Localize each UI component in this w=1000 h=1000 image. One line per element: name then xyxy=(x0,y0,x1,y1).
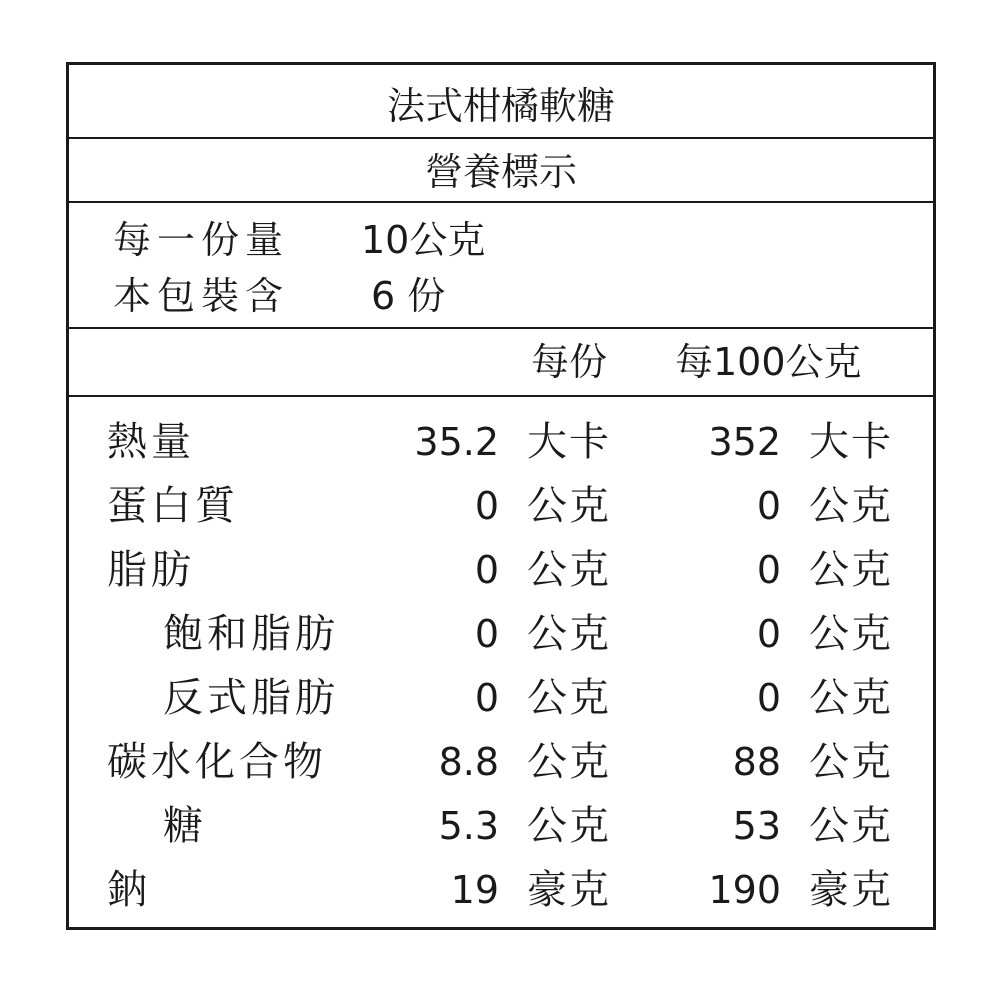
per-serving-value: 0 xyxy=(474,548,499,592)
per-serving-unit: 公克 xyxy=(527,547,611,593)
column-header-per-100g: 每100公克 xyxy=(675,340,862,384)
product-title: 法式柑橘軟糖 xyxy=(386,84,615,128)
per-100g-value: 53 xyxy=(732,804,781,848)
per-serving-value: 0 xyxy=(474,676,499,720)
table-row xyxy=(69,539,933,601)
per-100g-unit: 公克 xyxy=(809,547,893,593)
per-serving-unit: 大卡 xyxy=(527,419,611,465)
per-100g-unit: 公克 xyxy=(809,611,893,657)
nutrient-name: 反式脂肪 xyxy=(163,675,339,721)
servings-count-value: 6 份 xyxy=(371,274,446,318)
per-serving-value: 35.2 xyxy=(414,420,499,464)
per-serving-value: 5.3 xyxy=(438,804,499,848)
divider xyxy=(69,327,933,329)
per-serving-value: 0 xyxy=(474,612,499,656)
nutrient-name: 鈉 xyxy=(107,867,151,913)
table-row xyxy=(69,667,933,729)
column-header-per-serving: 每份 xyxy=(531,340,608,384)
divider xyxy=(69,201,933,203)
divider xyxy=(69,137,933,139)
per-serving-unit: 公克 xyxy=(527,483,611,529)
per-serving-value: 0 xyxy=(474,484,499,528)
per-serving-unit: 豪克 xyxy=(527,867,611,913)
per-100g-value: 190 xyxy=(708,868,781,912)
nutrient-name: 碳水化合物 xyxy=(107,739,327,785)
per-serving-unit: 公克 xyxy=(527,803,611,849)
table-row xyxy=(69,603,933,665)
per-100g-unit: 公克 xyxy=(809,483,893,529)
per-serving-unit: 公克 xyxy=(527,675,611,721)
servings-count-label: 本包裝含 xyxy=(113,274,290,318)
table-row xyxy=(69,411,933,473)
table-row xyxy=(69,731,933,793)
per-100g-value: 0 xyxy=(756,676,781,720)
per-serving-unit: 公克 xyxy=(527,611,611,657)
per-100g-unit: 公克 xyxy=(809,803,893,849)
nutrient-name: 糖 xyxy=(163,803,207,849)
per-100g-value: 0 xyxy=(756,484,781,528)
divider xyxy=(69,395,933,397)
nutrient-name: 飽和脂肪 xyxy=(163,611,339,657)
per-100g-value: 0 xyxy=(756,612,781,656)
nutrient-name: 蛋白質 xyxy=(107,483,239,529)
nutrient-name: 熱量 xyxy=(107,419,195,465)
per-100g-unit: 公克 xyxy=(809,739,893,785)
table-row xyxy=(69,475,933,537)
per-100g-unit: 豪克 xyxy=(809,867,893,913)
table-row xyxy=(69,859,933,921)
per-100g-unit: 大卡 xyxy=(809,419,893,465)
serving-size-value: 10公克 xyxy=(361,218,486,262)
serving-size-label: 每一份量 xyxy=(113,218,290,262)
per-100g-value: 88 xyxy=(732,740,781,784)
per-serving-unit: 公克 xyxy=(527,739,611,785)
per-serving-value: 8.8 xyxy=(438,740,499,784)
table-row xyxy=(69,795,933,857)
per-serving-value: 19 xyxy=(450,868,499,912)
nutrition-label xyxy=(66,62,936,930)
nutrient-name: 脂肪 xyxy=(107,547,195,593)
per-100g-value: 0 xyxy=(756,548,781,592)
per-100g-value: 352 xyxy=(708,420,781,464)
per-100g-unit: 公克 xyxy=(809,675,893,721)
label-subtitle: 營養標示 xyxy=(424,150,577,194)
